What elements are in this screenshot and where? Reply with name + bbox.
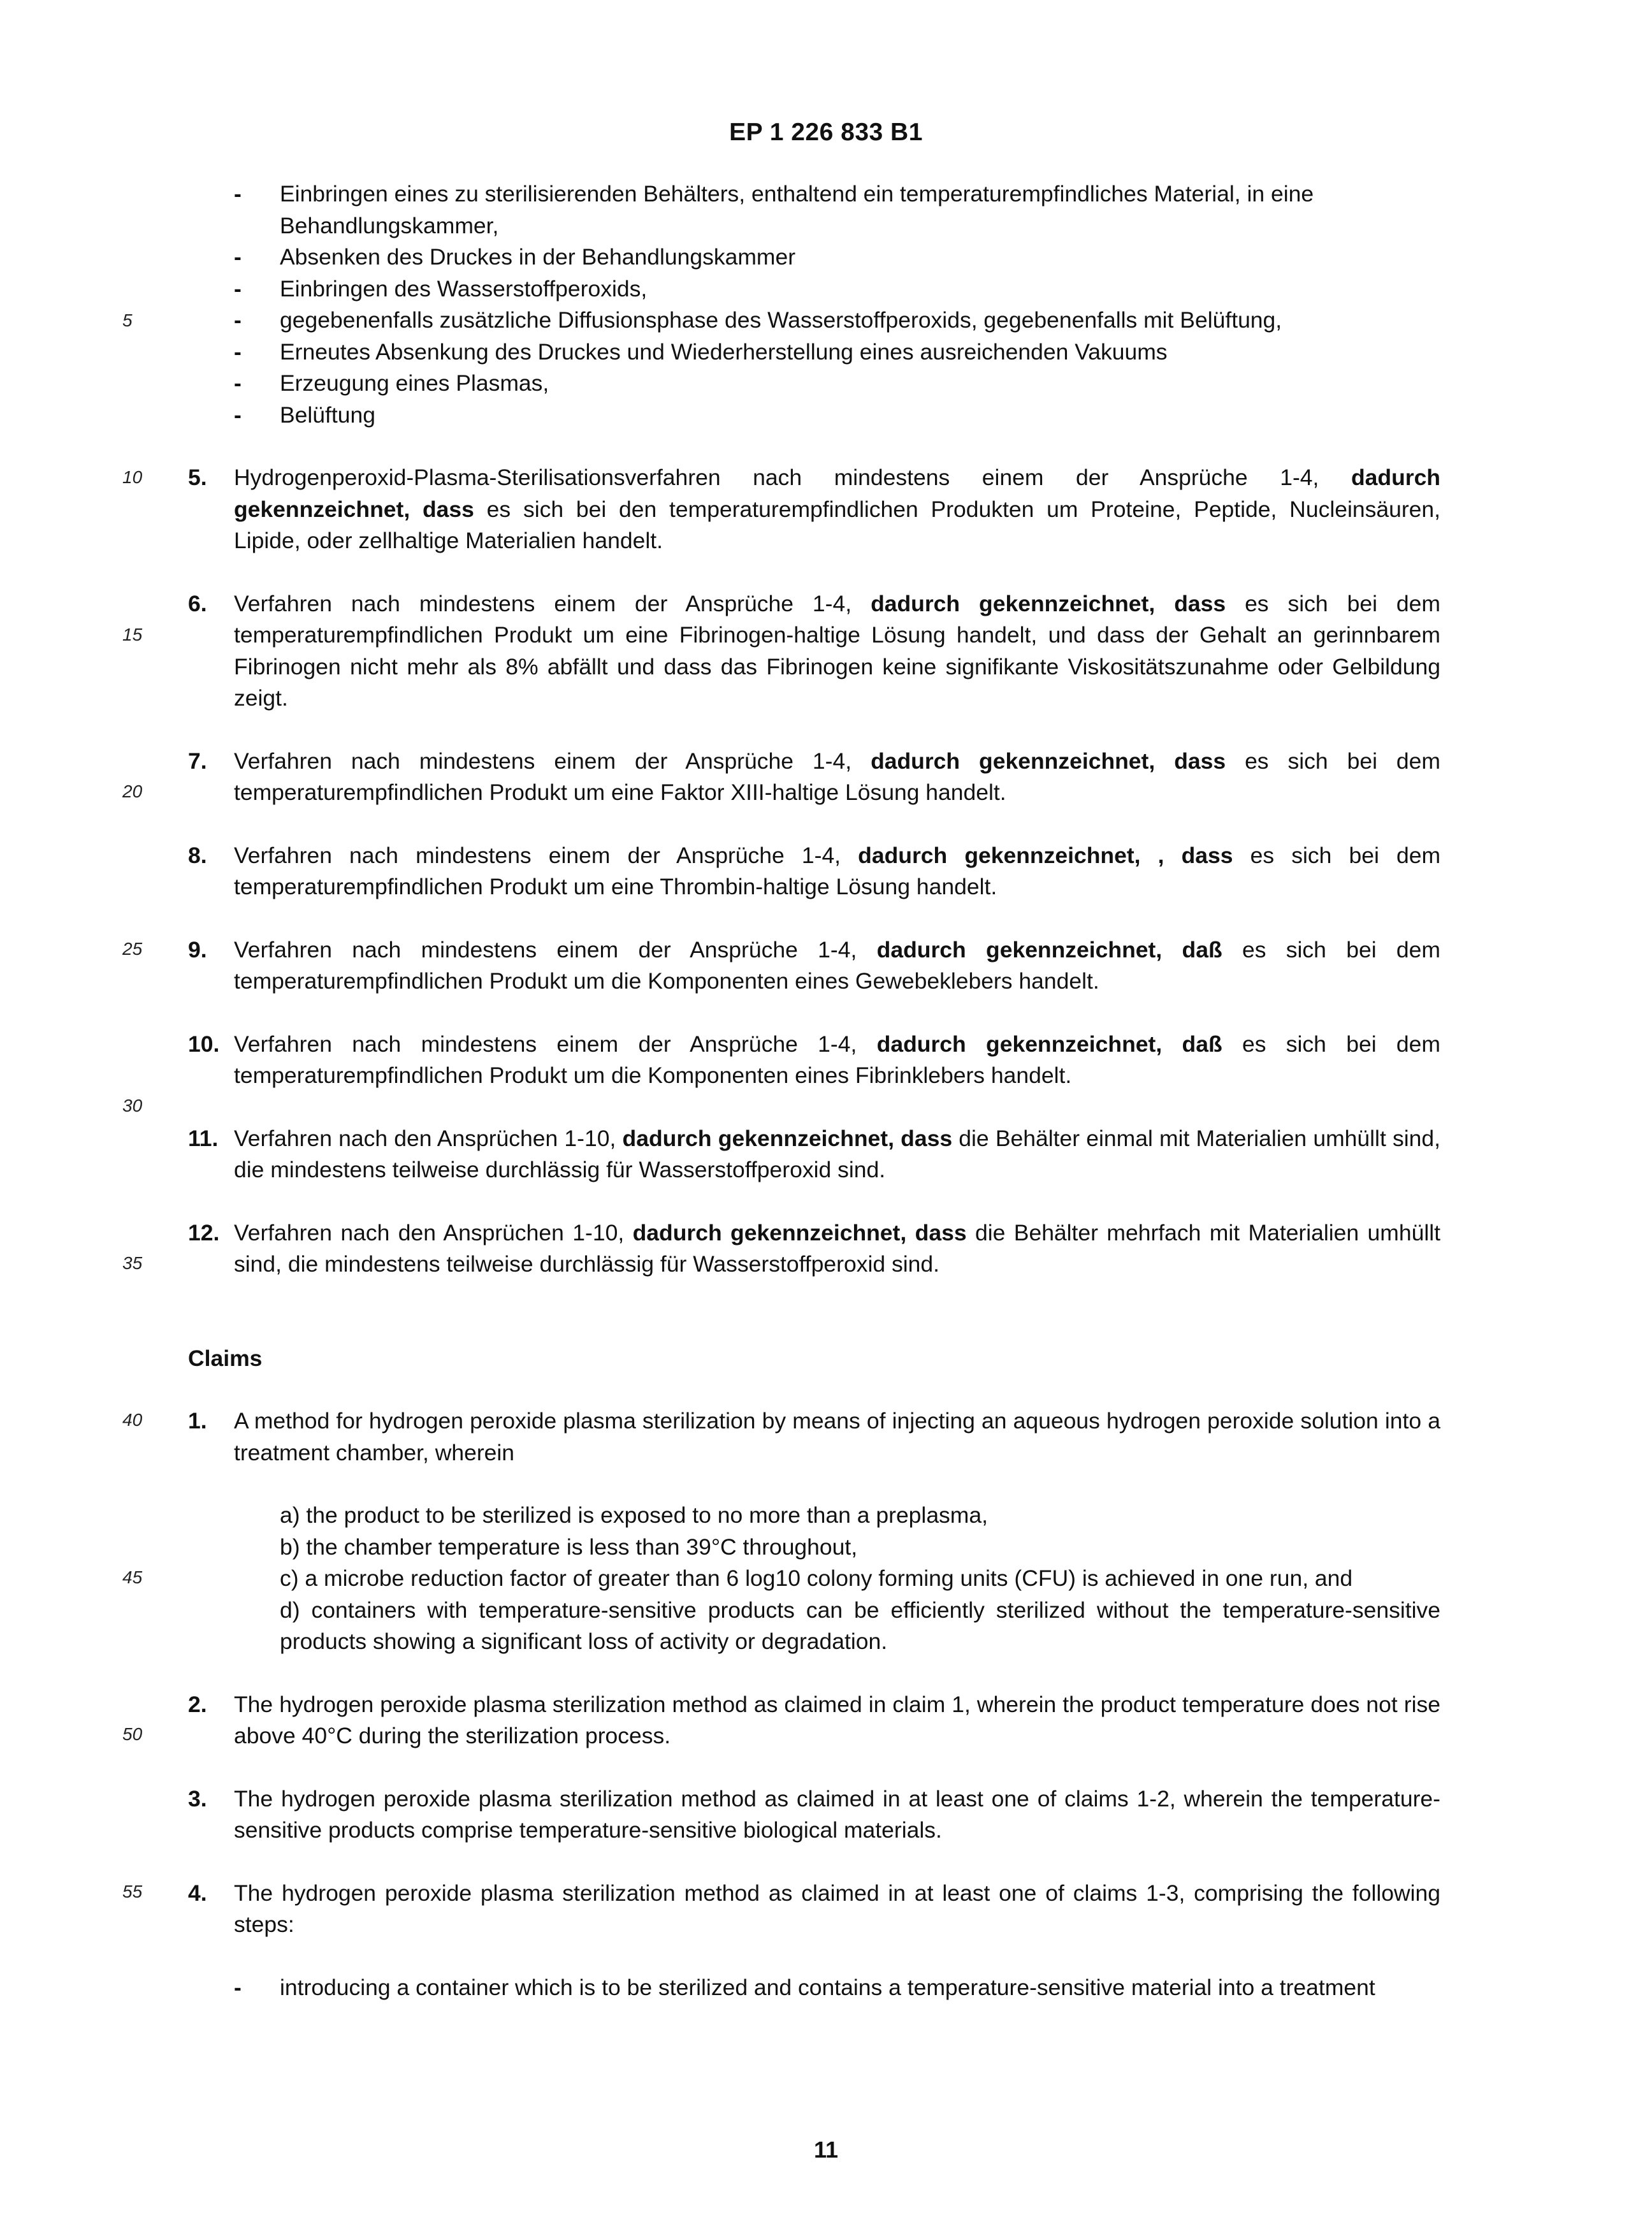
claim-text: es sich bei dem temperaturempfindlichen Produkt um eine Fibrinogen-haltige Lösung handelt, und dass der Gehalt an gerinnbarem Fibrinogen nicht mehr als 8% abfällt und dass das Fibrinogen keine signifikante Viskositätszunahme oder Gelbildung zeigt. bbox=[234, 590, 1440, 711]
claim-text: Verfahren nach mindestens einem der Ansprüche 1-4, bbox=[234, 748, 871, 774]
line-number: 55 bbox=[122, 1882, 143, 1901]
step-text: introducing a container which is to be sterilized and contains a temperature-sensitive material into a treatment bbox=[280, 1974, 1375, 2000]
step-text: gegebenenfalls zusätzliche Diffusionsphase des Wasserstoffperoxids, gegebenenfalls mit Belüftung, bbox=[280, 307, 1282, 333]
claim-text: The hydrogen peroxide plasma sterilization method as claimed in claim 1, wherein the product temperature does not rise above 40°C during the sterilization process. bbox=[234, 1691, 1440, 1748]
list-item bbox=[188, 400, 1440, 432]
step-text: Belüftung bbox=[280, 402, 376, 428]
line-number: 15 bbox=[122, 625, 143, 644]
german-claim-9 bbox=[188, 934, 1440, 998]
english-claim-3 bbox=[188, 1783, 1440, 1847]
claim-text: Verfahren nach mindestens einem der Ansprüche 1-4, bbox=[234, 590, 871, 616]
claim-number: 7. bbox=[188, 748, 207, 774]
list-item bbox=[188, 242, 1440, 273]
claim-number: 10. bbox=[188, 1031, 220, 1057]
claim-characterizing-phrase: dadurch gekennzeichnet, daß bbox=[876, 936, 1222, 962]
german-claim-12 bbox=[188, 1217, 1440, 1281]
list-item bbox=[188, 305, 1440, 337]
claim-number: 2. bbox=[188, 1691, 207, 1717]
claim-number: 6. bbox=[188, 590, 207, 616]
claim-number: 11. bbox=[188, 1125, 219, 1151]
claim-text: es sich bei dem temperaturempfindlichen Produkt um die Komponenten eines Gewebeklebers handelt. bbox=[234, 936, 1440, 994]
claims-section-title: Claims bbox=[188, 1345, 263, 1371]
list-item: b) the chamber temperature is less than 39°C throughout, bbox=[280, 1534, 858, 1560]
claim-text: die Behälter einmal mit Materialien umhüllt sind, die mindestens teilweise durchlässig für Wasserstoffperoxid sind. bbox=[234, 1125, 1440, 1182]
line-number: 5 bbox=[122, 310, 133, 330]
claim-1-conditions bbox=[188, 1500, 1440, 1658]
list-item bbox=[188, 368, 1440, 400]
claim-text: es sich bei dem temperaturempfindlichen Produkt um eine Thrombin-haltige Lösung handelt. bbox=[234, 842, 1441, 899]
line-number: 45 bbox=[122, 1567, 143, 1587]
step-text: Absenken des Druckes in der Behandlungskammer bbox=[280, 244, 796, 270]
line-number: 10 bbox=[122, 467, 143, 487]
document-body bbox=[188, 178, 1440, 2003]
claim-text: es sich bei dem temperaturempfindlichen Produkt um eine Faktor XIII-haltige Lösung handelt. bbox=[234, 748, 1440, 805]
line-number: 35 bbox=[122, 1253, 143, 1273]
english-claim-4 bbox=[188, 1878, 1440, 1941]
claim-number: 8. bbox=[188, 842, 207, 868]
dash-bullet: - bbox=[234, 338, 242, 365]
page-number: 11 bbox=[813, 2137, 839, 2163]
step-text: Einbringen eines zu sterilisierenden Behälters, enthaltend ein temperaturempfindliches Material, in eine Behandlungskammer, bbox=[280, 181, 1314, 238]
german-step-list bbox=[188, 178, 1440, 431]
step-text: Erneutes Absenkung des Druckes und Wiederherstellung eines ausreichenden Vakuums bbox=[280, 338, 1168, 365]
list-item bbox=[188, 337, 1440, 368]
claim-text: Hydrogenperoxid-Plasma-Sterilisationsverfahren nach mindestens einem der Ansprüche 1-4, bbox=[234, 465, 1351, 490]
claim-characterizing-phrase: dadurch gekennzeichnet, dass bbox=[632, 1219, 967, 1245]
claim-text: Verfahren nach mindestens einem der Ansprüche 1-4, bbox=[234, 936, 877, 962]
list-item bbox=[188, 178, 1440, 242]
step-text: Einbringen des Wasserstoffperoxids, bbox=[280, 275, 648, 301]
claim-characterizing-phrase: dadurch gekennzeichnet, dass bbox=[871, 590, 1226, 616]
claim-characterizing-phrase: dadurch gekennzeichnet, dass bbox=[234, 465, 1440, 522]
claim-number: 4. bbox=[188, 1880, 207, 1906]
claim-number: 5. bbox=[188, 465, 207, 490]
list-item bbox=[188, 1972, 1440, 2004]
line-number: 40 bbox=[122, 1410, 143, 1430]
dash-bullet: - bbox=[234, 370, 242, 396]
list-item: c) a microbe reduction factor of greater than 6 log10 colony forming units (CFU) is achieved in one run, and bbox=[280, 1565, 1353, 1591]
dash-bullet: - bbox=[234, 307, 242, 333]
german-claim-7 bbox=[188, 746, 1440, 809]
german-claim-5 bbox=[188, 462, 1440, 557]
claim-number: 12. bbox=[188, 1219, 220, 1245]
claim-characterizing-phrase: dadurch gekennzeichnet, dass bbox=[871, 748, 1226, 774]
english-claim-2 bbox=[188, 1689, 1440, 1752]
german-claim-6 bbox=[188, 588, 1440, 715]
claim-number: 1. bbox=[188, 1408, 207, 1434]
claim-text: Verfahren nach den Ansprüchen 1-10, bbox=[234, 1219, 633, 1245]
claim-text: die Behälter mehrfach mit Materialien umhüllt sind, die mindestens teilweise durchlässig für Wasserstoffperoxid sind. bbox=[234, 1219, 1440, 1277]
dash-bullet: - bbox=[234, 275, 242, 301]
claim-text: es sich bei den temperaturempfindlichen Produkten um Proteine, Peptide, Nucleinsäuren, Lipide, oder zellhaltige Materialien handelt. bbox=[234, 496, 1440, 553]
german-claim-11 bbox=[188, 1123, 1440, 1186]
claim-characterizing-phrase: dadurch gekennzeichnet, , dass bbox=[858, 842, 1233, 868]
dash-bullet: - bbox=[234, 181, 242, 207]
claim-text: Verfahren nach mindestens einem der Ansprüche 1-4, bbox=[234, 842, 859, 868]
dash-bullet: - bbox=[234, 1974, 242, 2000]
claim-text: A method for hydrogen peroxide plasma sterilization by means of injecting an aqueous hydrogen peroxide solution into a treatment chamber, wherein bbox=[234, 1408, 1440, 1465]
claim-number: 3. bbox=[188, 1785, 207, 1811]
claim-characterizing-phrase: dadurch gekennzeichnet, dass bbox=[622, 1125, 953, 1151]
claim-text: Verfahren nach den Ansprüchen 1-10, bbox=[234, 1125, 623, 1151]
page-header: EP 1 226 833 B1 bbox=[729, 119, 923, 146]
line-number: 25 bbox=[122, 939, 143, 959]
claim-text: es sich bei dem temperaturempfindlichen Produkt um die Komponenten eines Fibrinklebers handelt. bbox=[234, 1031, 1440, 1088]
line-number: 30 bbox=[122, 1096, 143, 1115]
line-number: 20 bbox=[122, 781, 143, 801]
german-claim-10 bbox=[188, 1029, 1440, 1092]
dash-bullet: - bbox=[234, 244, 242, 270]
step-text: Erzeugung eines Plasmas, bbox=[280, 370, 549, 396]
claim-text: The hydrogen peroxide plasma sterilization method as claimed in at least one of claims 1-2, wherein the temperature-sensitive products comprise temperature-sensitive biological materials. bbox=[234, 1785, 1440, 1843]
claim-characterizing-phrase: dadurch gekennzeichnet, daß bbox=[876, 1031, 1222, 1057]
list-item: d) containers with temperature-sensitive products can be efficiently sterilized without the temperature-sensitive products showing a significant loss of activity or degradation. bbox=[280, 1597, 1440, 1654]
english-step-list bbox=[188, 1972, 1440, 2004]
german-claim-8 bbox=[188, 840, 1440, 903]
list-item: a) the product to be sterilized is exposed to no more than a preplasma, bbox=[280, 1502, 988, 1528]
dash-bullet: - bbox=[234, 402, 242, 428]
list-item bbox=[188, 273, 1440, 305]
claim-number: 9. bbox=[188, 936, 207, 962]
english-claim-1 bbox=[188, 1405, 1440, 1469]
claim-text: The hydrogen peroxide plasma sterilization method as claimed in at least one of claims 1-3, comprising the following steps: bbox=[234, 1880, 1440, 1937]
claim-text: Verfahren nach mindestens einem der Ansprüche 1-4, bbox=[234, 1031, 877, 1057]
line-number: 50 bbox=[122, 1724, 143, 1744]
